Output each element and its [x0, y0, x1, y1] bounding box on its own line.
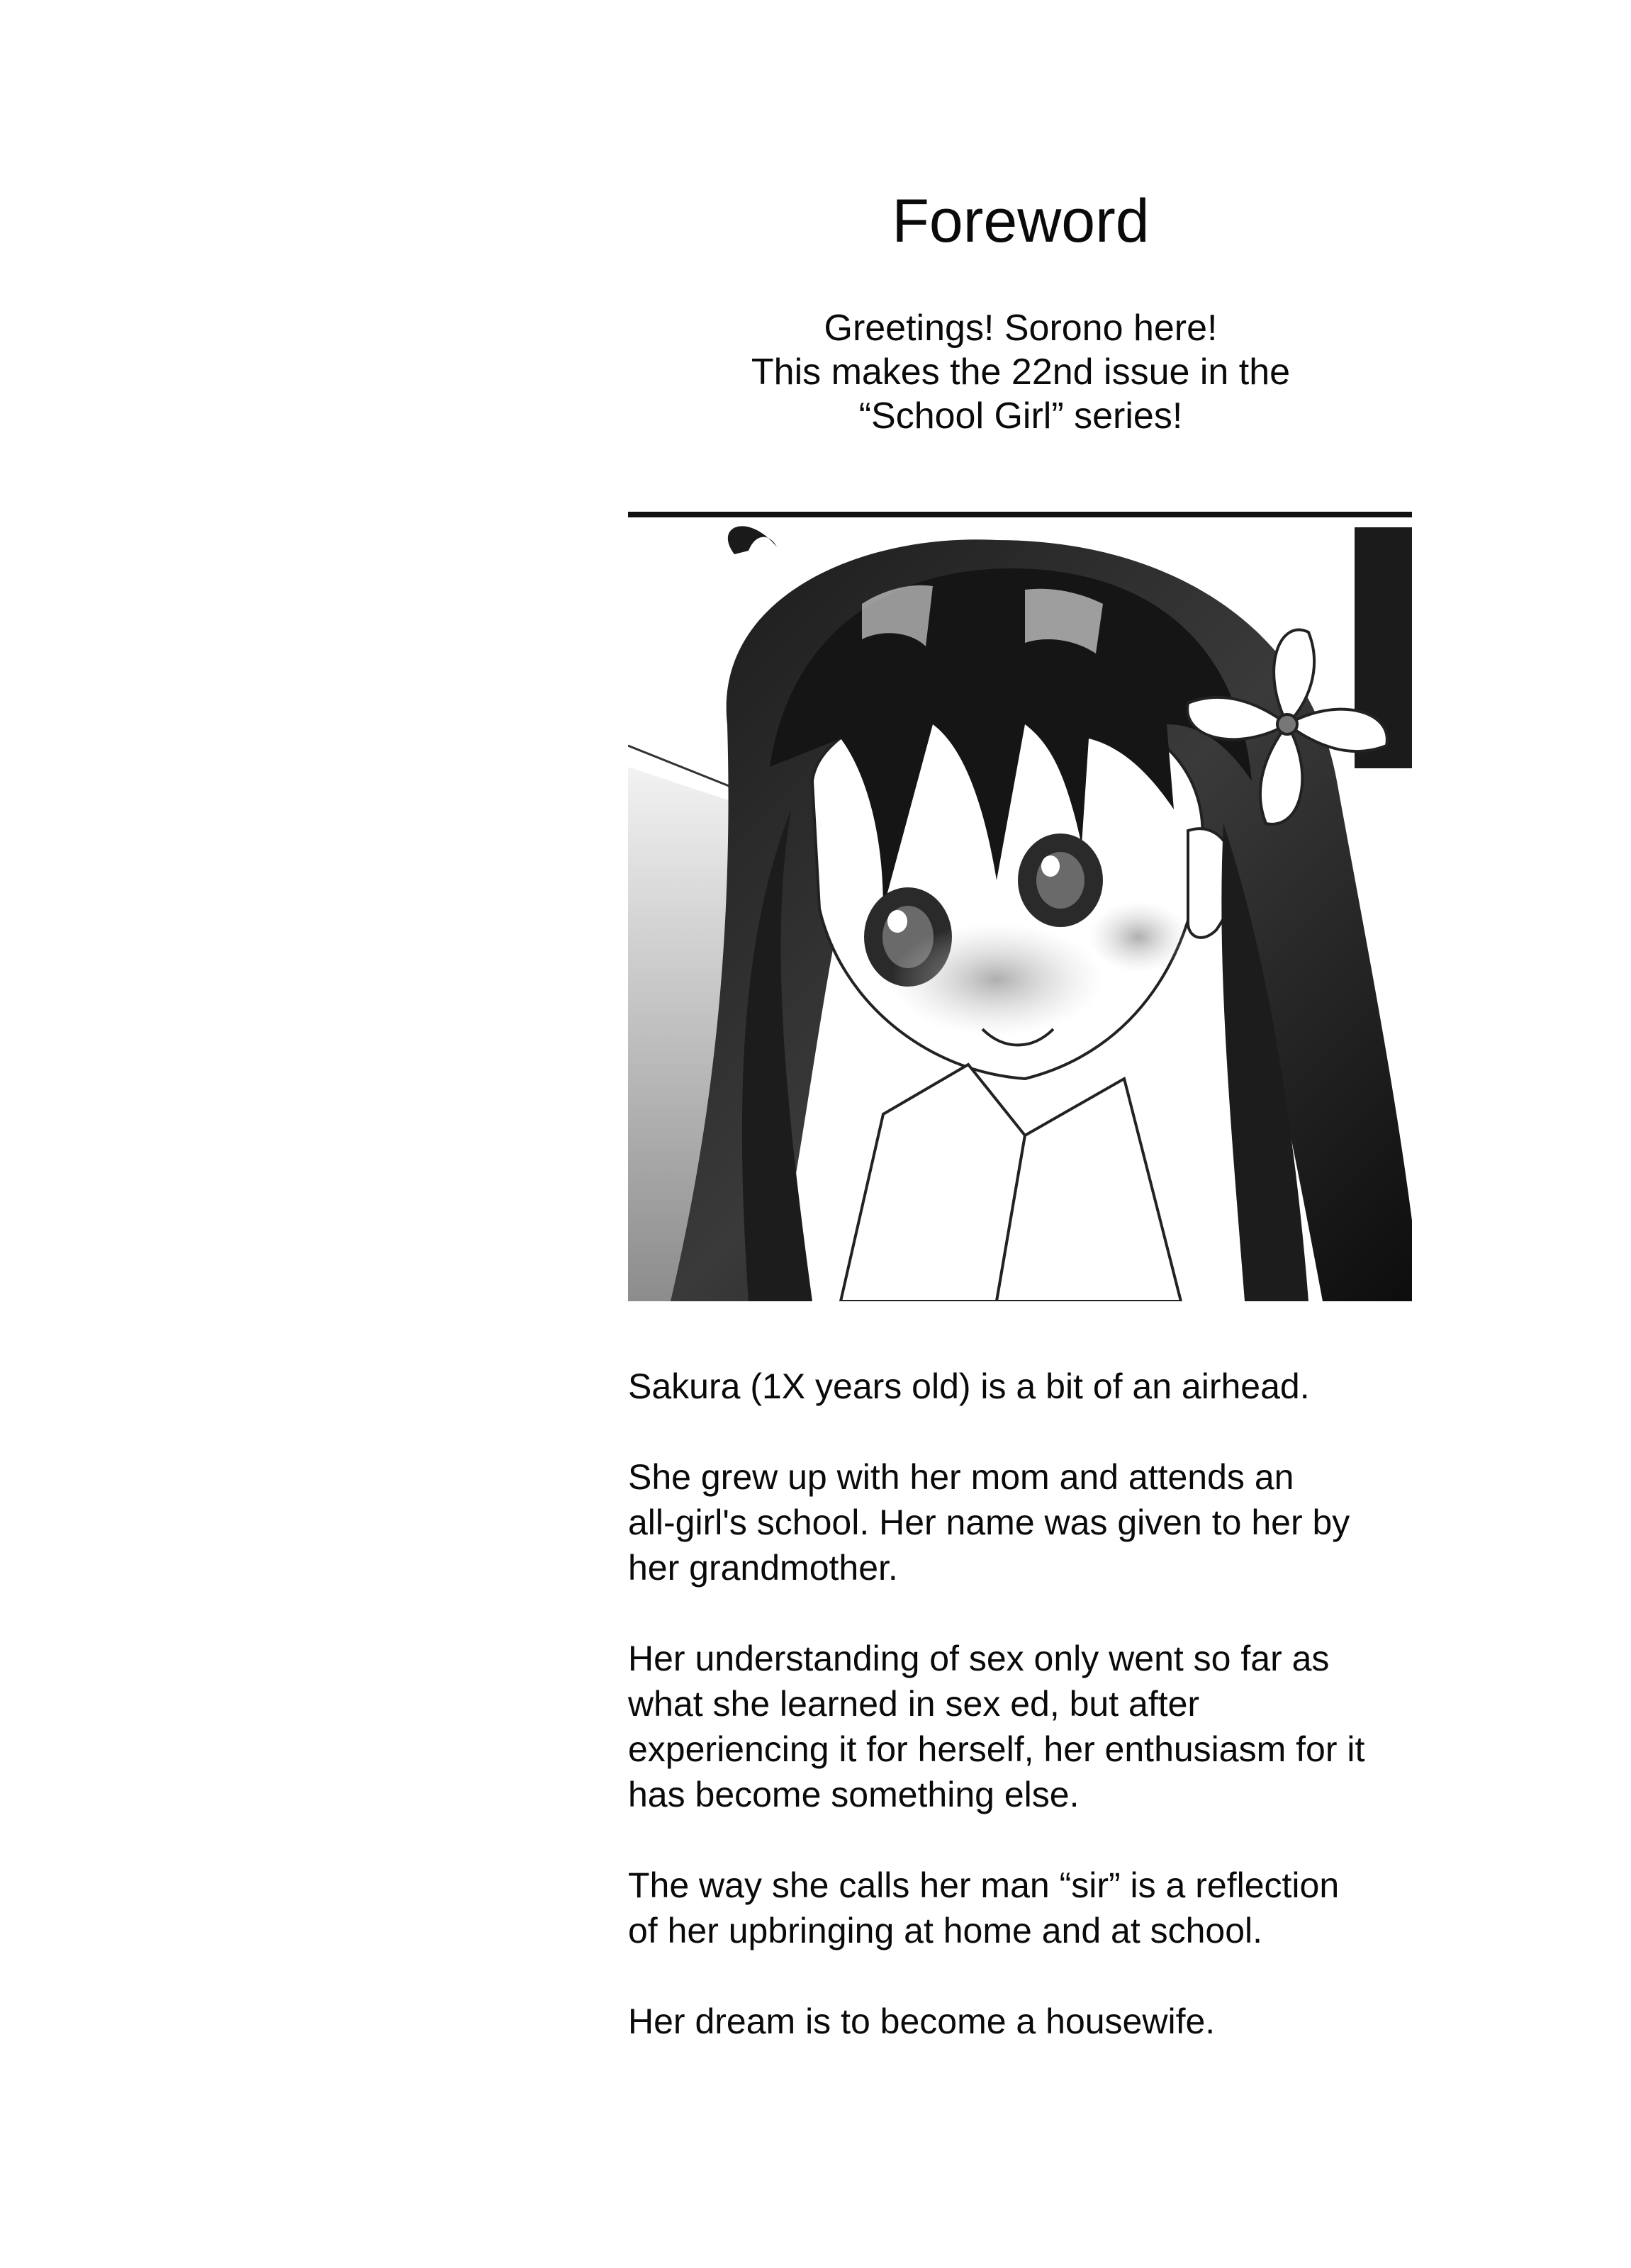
paragraph [628, 1999, 1464, 2044]
text-line: experiencing it for herself, her enthusiasm for it [628, 1729, 1365, 1769]
paragraph [628, 1454, 1464, 1590]
text-line: She grew up with her mom and attends an [628, 1457, 1294, 1497]
greeting-line: “School Girl” series! [858, 395, 1183, 437]
paragraph [628, 1636, 1464, 1817]
text-line: The way she calls her man “sir” is a reflection [628, 1865, 1340, 1905]
text-line: all-girl's school. Her name was given to her by [628, 1503, 1350, 1542]
text-line: Her understanding of sex only went so far as [628, 1639, 1330, 1678]
text-line: has become something else. [628, 1775, 1080, 1814]
greeting-line: Greetings! Sorono here! [824, 308, 1218, 349]
paragraph [628, 1364, 1464, 1409]
text-line: what she learned in sex ed, but after [628, 1684, 1200, 1724]
page-title: Foreword [892, 187, 1150, 255]
text-line: her grandmother. [628, 1548, 898, 1588]
paragraph [628, 1863, 1464, 1953]
greeting-line: This makes the 22nd issue in the [751, 352, 1291, 393]
character-description [628, 1364, 1464, 2089]
text-line: Her dream is to become a housewife. [628, 2002, 1216, 2041]
greeting [624, 306, 1418, 438]
text-line: Sakura (1X years old) is a bit of an airhead. [628, 1366, 1310, 1406]
text-line: of her upbringing at home and at school. [628, 1911, 1263, 1950]
character-illustration [628, 512, 1412, 1301]
